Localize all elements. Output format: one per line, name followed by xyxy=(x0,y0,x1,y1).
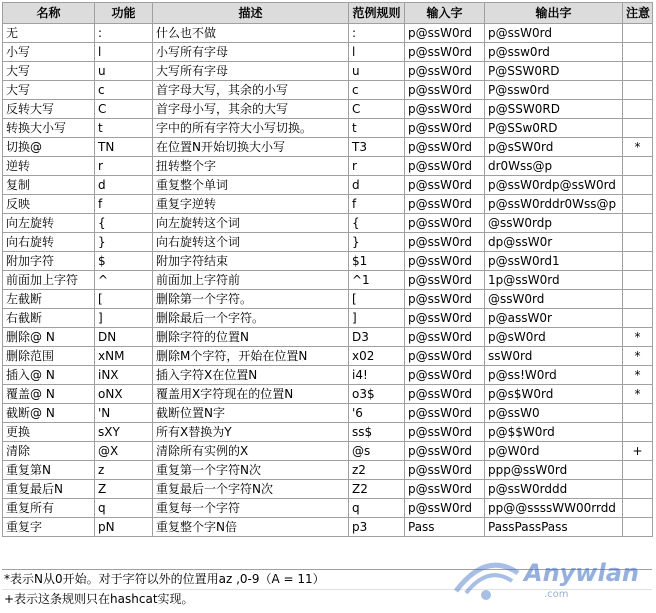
cell-output-word: pp@@ssssWW00rrdd xyxy=(485,499,623,518)
cell-function: u xyxy=(95,62,153,81)
table-row xyxy=(3,461,653,480)
cell-note xyxy=(623,423,653,442)
cell-function: d xyxy=(95,176,153,195)
cell-example-rule: x02 xyxy=(349,347,405,366)
cell-output-word: p@ssW0rdp@ssW0rd xyxy=(485,176,623,195)
cell-input-word: p@ssW0rd xyxy=(405,157,485,176)
cell-description: 首字母大写，其余的小写 xyxy=(153,81,349,100)
cell-output-word: p@ssW0rddr0Wss@p xyxy=(485,195,623,214)
cell-function: ] xyxy=(95,309,153,328)
cell-output-word: @ssW0rdp xyxy=(485,214,623,233)
cell-description: 在位置N开始切换大小写 xyxy=(153,138,349,157)
cell-name: 清除 xyxy=(3,442,95,461)
cell-description: 重复最后一个字符N次 xyxy=(153,480,349,499)
cell-function: Z xyxy=(95,480,153,499)
cell-input-word: p@ssW0rd xyxy=(405,119,485,138)
cell-input-word: p@ssW0rd xyxy=(405,442,485,461)
cell-input-word: p@ssW0rd xyxy=(405,43,485,62)
cell-name: 重复最后N xyxy=(3,480,95,499)
cell-output-word: p@s$W0rd xyxy=(485,385,623,404)
cell-description: 小写所有字母 xyxy=(153,43,349,62)
cell-input-word: p@ssW0rd xyxy=(405,480,485,499)
cell-function: z xyxy=(95,461,153,480)
cell-description: 大写所有字母 xyxy=(153,62,349,81)
cell-input-word: p@ssW0rd xyxy=(405,100,485,119)
cell-function: t xyxy=(95,119,153,138)
cell-input-word: p@ssW0rd xyxy=(405,366,485,385)
cell-description: 向右旋转这个词 xyxy=(153,233,349,252)
table-row xyxy=(3,480,653,499)
cell-name: 插入@ N xyxy=(3,366,95,385)
cell-example-rule: C xyxy=(349,100,405,119)
watermark-text: Anywlan xyxy=(524,559,639,587)
table-row xyxy=(3,176,653,195)
cell-description: 删除字符的位置N xyxy=(153,328,349,347)
cell-description: 重复第一个字符N次 xyxy=(153,461,349,480)
cell-example-rule: c xyxy=(349,81,405,100)
cell-example-rule: $1 xyxy=(349,252,405,271)
cell-output-word: PassPassPass xyxy=(485,518,623,537)
cell-note xyxy=(623,233,653,252)
cell-name: 覆盖@ N xyxy=(3,385,95,404)
cell-function: q xyxy=(95,499,153,518)
header-description: 描述 xyxy=(153,3,349,24)
cell-output-word: p@ssw0rd xyxy=(485,43,623,62)
cell-input-word: p@ssW0rd xyxy=(405,404,485,423)
cell-example-rule: D3 xyxy=(349,328,405,347)
cell-name: 向左旋转 xyxy=(3,214,95,233)
header-input-word: 输入字 xyxy=(405,3,485,24)
cell-input-word: p@ssW0rd xyxy=(405,499,485,518)
cell-example-rule: [ xyxy=(349,290,405,309)
cell-input-word: p@ssW0rd xyxy=(405,252,485,271)
cell-name: 复制 xyxy=(3,176,95,195)
cell-example-rule: t xyxy=(349,119,405,138)
cell-function: f xyxy=(95,195,153,214)
cell-description: 扭转整个字 xyxy=(153,157,349,176)
cell-note xyxy=(623,24,653,43)
table-row xyxy=(3,442,653,461)
cell-name: 小写 xyxy=(3,43,95,62)
cell-description: 重复整个单词 xyxy=(153,176,349,195)
cell-function: } xyxy=(95,233,153,252)
cell-function: iNX xyxy=(95,366,153,385)
cell-example-rule: : xyxy=(349,24,405,43)
cell-output-word: ssW0rd xyxy=(485,347,623,366)
cell-note xyxy=(623,195,653,214)
cell-function: : xyxy=(95,24,153,43)
table-row xyxy=(3,290,653,309)
cell-example-rule: r xyxy=(349,157,405,176)
cell-example-rule: @s xyxy=(349,442,405,461)
watermark-logo xyxy=(446,551,646,607)
cell-function: ^ xyxy=(95,271,153,290)
cell-note xyxy=(623,252,653,271)
cell-function: [ xyxy=(95,290,153,309)
cell-name: 左截断 xyxy=(3,290,95,309)
header-output-word: 输出字 xyxy=(485,3,623,24)
cell-note xyxy=(623,461,653,480)
cell-name: 反转大写 xyxy=(3,100,95,119)
cell-function: xNM xyxy=(95,347,153,366)
table-row xyxy=(3,119,653,138)
note-position: *表示N从0开始。对于字符以外的位置用az ,0-9（A = 11） xyxy=(2,570,652,590)
table-row xyxy=(3,233,653,252)
table-row xyxy=(3,499,653,518)
cell-description: 截断位置N字 xyxy=(153,404,349,423)
cell-description: 附加字符结束 xyxy=(153,252,349,271)
cell-output-word: p@ssW0rddd xyxy=(485,480,623,499)
cell-description: 重复每一个字符 xyxy=(153,499,349,518)
cell-note xyxy=(623,81,653,100)
header-row xyxy=(3,3,653,24)
table-row xyxy=(3,271,653,290)
cell-output-word: p@assW0r xyxy=(485,309,623,328)
cell-output-word: p@ssW0rd xyxy=(485,24,623,43)
cell-description: 删除M个字符，开始在位置N xyxy=(153,347,349,366)
cell-name: 转换大小写 xyxy=(3,119,95,138)
cell-function: sXY xyxy=(95,423,153,442)
cell-output-word: @ssW0rd xyxy=(485,290,623,309)
cell-input-word: p@ssW0rd xyxy=(405,328,485,347)
watermark-sub: .com xyxy=(544,589,569,600)
cell-input-word: p@ssW0rd xyxy=(405,24,485,43)
table-row xyxy=(3,62,653,81)
cell-name: 前面加上字符 xyxy=(3,271,95,290)
cell-note: + xyxy=(623,442,653,461)
cell-note xyxy=(623,309,653,328)
cell-name: 删除@ N xyxy=(3,328,95,347)
table-row xyxy=(3,24,653,43)
cell-output-word: p@sW0rd xyxy=(485,328,623,347)
cell-function: l xyxy=(95,43,153,62)
cell-input-word: p@ssW0rd xyxy=(405,176,485,195)
cell-description: 所有X替换为Y xyxy=(153,423,349,442)
cell-note xyxy=(623,480,653,499)
table-row xyxy=(3,518,653,537)
cell-description: 首字母小写，其余的大写 xyxy=(153,100,349,119)
cell-description: 重复字逆转 xyxy=(153,195,349,214)
cell-example-rule: ss$ xyxy=(349,423,405,442)
header-name: 名称 xyxy=(3,3,95,24)
cell-output-word: p@$$W0rd xyxy=(485,423,623,442)
cell-name: 无 xyxy=(3,24,95,43)
cell-note xyxy=(623,499,653,518)
cell-note xyxy=(623,271,653,290)
table-row xyxy=(3,252,653,271)
cell-note: * xyxy=(623,385,653,404)
cell-input-word: p@ssW0rd xyxy=(405,195,485,214)
table-row xyxy=(3,138,653,157)
cell-description: 前面加上字符前 xyxy=(153,271,349,290)
cell-name: 截断@ N xyxy=(3,404,95,423)
cell-example-rule: T3 xyxy=(349,138,405,157)
cell-description: 字中的所有字符大小写切换。 xyxy=(153,119,349,138)
cell-function: DN xyxy=(95,328,153,347)
cell-output-word: p@sSW0rd xyxy=(485,138,623,157)
cell-name: 大写 xyxy=(3,81,95,100)
cell-example-rule: '6 xyxy=(349,404,405,423)
cell-function: oNX xyxy=(95,385,153,404)
cell-note xyxy=(623,518,653,537)
cell-description: 向左旋转这个词 xyxy=(153,214,349,233)
cell-example-rule: { xyxy=(349,214,405,233)
cell-description: 删除最后一个字符。 xyxy=(153,309,349,328)
cell-function: C xyxy=(95,100,153,119)
cell-input-word: p@ssW0rd xyxy=(405,347,485,366)
cell-name: 重复第N xyxy=(3,461,95,480)
cell-output-word: p@ss!W0rd xyxy=(485,366,623,385)
cell-input-word: p@ssW0rd xyxy=(405,233,485,252)
header-function: 功能 xyxy=(95,3,153,24)
cell-output-word: p@W0rd xyxy=(485,442,623,461)
table-row xyxy=(3,423,653,442)
cell-note: * xyxy=(623,138,653,157)
cell-description: 覆盖用X字符现在的位置N xyxy=(153,385,349,404)
cell-example-rule: o3$ xyxy=(349,385,405,404)
cell-note xyxy=(623,119,653,138)
cell-example-rule: q xyxy=(349,499,405,518)
rules-table xyxy=(2,2,653,537)
cell-example-rule: ^1 xyxy=(349,271,405,290)
table-row xyxy=(3,43,653,62)
note-hashcat: +表示这条规则只在hashcat实现。 xyxy=(4,592,194,606)
cell-description: 删除第一个字符。 xyxy=(153,290,349,309)
table-row xyxy=(3,195,653,214)
cell-output-word: P@SSW0RD xyxy=(485,62,623,81)
cell-note xyxy=(623,43,653,62)
cell-function: TN xyxy=(95,138,153,157)
cell-note: * xyxy=(623,347,653,366)
cell-note: * xyxy=(623,366,653,385)
cell-name: 切换@ xyxy=(3,138,95,157)
cell-name: 向右旋转 xyxy=(3,233,95,252)
cell-function: pN xyxy=(95,518,153,537)
table-row xyxy=(3,100,653,119)
cell-output-word: dr0Wss@p xyxy=(485,157,623,176)
cell-output-word: p@ssW0 xyxy=(485,404,623,423)
header-example-rule: 范例规则 xyxy=(349,3,405,24)
cell-input-word: p@ssW0rd xyxy=(405,290,485,309)
cell-name: 删除范围 xyxy=(3,347,95,366)
cell-input-word: p@ssW0rd xyxy=(405,81,485,100)
wifi-logo-icon xyxy=(446,551,526,607)
cell-name: 更换 xyxy=(3,423,95,442)
cell-example-rule: u xyxy=(349,62,405,81)
cell-example-rule: ] xyxy=(349,309,405,328)
cell-note xyxy=(623,290,653,309)
cell-output-word: p@SSW0RD xyxy=(485,100,623,119)
cell-name: 附加字符 xyxy=(3,252,95,271)
cell-description: 插入字符X在位置N xyxy=(153,366,349,385)
header-note: 注意 xyxy=(623,3,653,24)
cell-function: { xyxy=(95,214,153,233)
cell-input-word: p@ssW0rd xyxy=(405,271,485,290)
cell-function: @X xyxy=(95,442,153,461)
table-row xyxy=(3,81,653,100)
cell-description: 重复整个字N倍 xyxy=(153,518,349,537)
cell-function: 'N xyxy=(95,404,153,423)
cell-input-word: p@ssW0rd xyxy=(405,423,485,442)
cell-name: 重复所有 xyxy=(3,499,95,518)
cell-function: c xyxy=(95,81,153,100)
cell-example-rule: d xyxy=(349,176,405,195)
cell-note xyxy=(623,404,653,423)
cell-name: 右截断 xyxy=(3,309,95,328)
cell-function: $ xyxy=(95,252,153,271)
cell-example-rule: f xyxy=(349,195,405,214)
cell-input-word: p@ssW0rd xyxy=(405,138,485,157)
table-row xyxy=(3,404,653,423)
cell-example-rule: p3 xyxy=(349,518,405,537)
cell-input-word: p@ssW0rd xyxy=(405,62,485,81)
table-row xyxy=(3,347,653,366)
cell-example-rule: } xyxy=(349,233,405,252)
cell-description: 什么也不做 xyxy=(153,24,349,43)
cell-output-word: 1p@ssW0rd xyxy=(485,271,623,290)
cell-function: r xyxy=(95,157,153,176)
table-row xyxy=(3,366,653,385)
table-row xyxy=(3,309,653,328)
cell-output-word: P@SSw0RD xyxy=(485,119,623,138)
cell-name: 重复字 xyxy=(3,518,95,537)
table-row xyxy=(3,214,653,233)
cell-output-word: ppp@ssW0rd xyxy=(485,461,623,480)
table-row xyxy=(3,328,653,347)
cell-example-rule: i4! xyxy=(349,366,405,385)
cell-example-rule: l xyxy=(349,43,405,62)
cell-note xyxy=(623,157,653,176)
table-row xyxy=(3,157,653,176)
cell-output-word: P@ssw0rd xyxy=(485,81,623,100)
cell-output-word: dp@ssW0r xyxy=(485,233,623,252)
cell-note xyxy=(623,100,653,119)
cell-input-word: p@ssW0rd xyxy=(405,461,485,480)
cell-name: 反映 xyxy=(3,195,95,214)
cell-input-word: p@ssW0rd xyxy=(405,309,485,328)
cell-note: * xyxy=(623,328,653,347)
cell-input-word: p@ssW0rd xyxy=(405,214,485,233)
cell-output-word: p@ssW0rd1 xyxy=(485,252,623,271)
cell-name: 逆转 xyxy=(3,157,95,176)
cell-note xyxy=(623,214,653,233)
cell-input-word: Pass xyxy=(405,518,485,537)
cell-note xyxy=(623,176,653,195)
cell-input-word: p@ssW0rd xyxy=(405,385,485,404)
cell-note xyxy=(623,62,653,81)
cell-description: 清除所有实例的X xyxy=(153,442,349,461)
cell-example-rule: Z2 xyxy=(349,480,405,499)
cell-name: 大写 xyxy=(3,62,95,81)
cell-example-rule: z2 xyxy=(349,461,405,480)
table-row xyxy=(3,385,653,404)
